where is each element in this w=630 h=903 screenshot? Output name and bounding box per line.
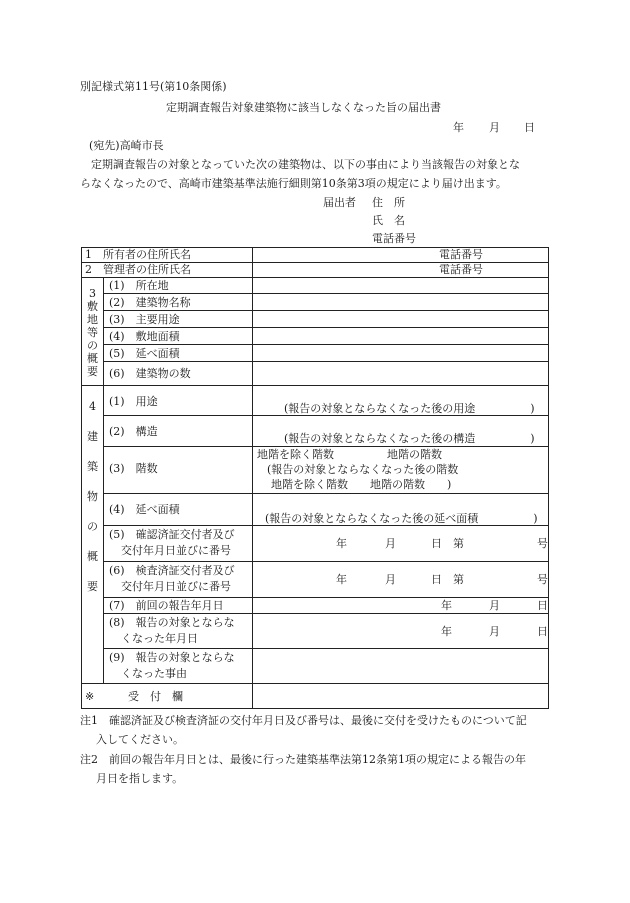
body-text-line1: 定期調査報告の対象となっていた次の建築物は、以下の事由により当該報告の対象とな: [91, 158, 520, 171]
confirmation-label-line2: 交付年月日並びに番号: [121, 544, 231, 557]
reception-label: 受 付 欄: [128, 690, 183, 703]
ineligible-reason-label-line2: くなった事由: [121, 667, 187, 680]
form-number: 別記様式第11号(第10条関係): [80, 80, 227, 93]
ineligible-reason-label-line1: (9) 報告の対象とならな: [109, 651, 235, 664]
building-count-label: (6) 建築物の数: [109, 367, 191, 380]
site-location-label: (1) 所在地: [109, 279, 169, 292]
floors-note: (報告の対象とならなくなった後の階数: [267, 463, 459, 476]
document-title: 定期調査報告対象建築物に該当しなくなった旨の届出書: [166, 101, 441, 114]
total-floor-area-label: (5) 延べ面積: [109, 347, 180, 360]
phone-label: 電話番号: [372, 232, 416, 245]
previous-report-month: 月: [489, 599, 500, 612]
confirmation-label-line1: (5) 確認済証交付者及び: [109, 528, 235, 541]
previous-report-label: (7) 前回の報告年月日: [109, 599, 224, 612]
inspection-month: 月: [385, 573, 396, 586]
ineligible-month: 月: [489, 625, 500, 638]
inspection-no-suffix: 号: [537, 573, 548, 586]
date-year-label: 年: [453, 121, 464, 134]
use-note: (報告の対象とならなくなった後の用途 ): [284, 402, 535, 415]
floors-label: (3) 階数: [109, 462, 158, 475]
addressee: (宛先)高崎市長: [89, 139, 164, 152]
note1-line2: 入してください。: [96, 733, 184, 746]
inspection-no-prefix: 第: [453, 573, 464, 586]
floor-area-label: (4) 延べ面積: [109, 503, 180, 516]
owner-phone-label: 電話番号: [439, 248, 483, 261]
confirmation-no-prefix: 第: [453, 537, 464, 550]
date-day-label: 日: [524, 121, 535, 134]
reception-mark: ※: [85, 690, 95, 703]
section4-title: 4 建 築 物 の 概 要: [87, 400, 98, 593]
structure-note: (報告の対象とならなくなった後の構造 ): [284, 432, 535, 445]
ineligible-day: 日: [537, 625, 548, 638]
ineligible-date-label-line2: くなった年月日: [121, 632, 198, 645]
notifier-label: 届出者: [323, 196, 356, 209]
inspection-label-line1: (6) 検査済証交付者及び: [109, 564, 235, 577]
main-use-label: (3) 主要用途: [109, 313, 180, 326]
notification-table: [81, 247, 549, 708]
owner-label: 1 所有者の住所氏名: [85, 248, 191, 261]
site-area-label: (4) 敷地面積: [109, 330, 180, 343]
note2-line2: 月日を指します。: [96, 772, 184, 785]
confirmation-no-suffix: 号: [537, 537, 548, 550]
use-label: (1) 用途: [109, 395, 158, 408]
manager-label: 2 管理者の住所氏名: [85, 263, 191, 276]
note1-line1: 注1 確認済証及び検査済証の交付年月日及び番号は、最後に交付を受けたものについて記: [80, 714, 527, 727]
date-month-label: 月: [489, 121, 500, 134]
inspection-label-line2: 交付年月日並びに番号: [121, 580, 231, 593]
ineligible-date-label-line1: (8) 報告の対象とならな: [109, 616, 235, 629]
confirmation-year: 年: [336, 537, 347, 550]
note2-line1: 注2 前回の報告年月日とは、最後に行った建築基準法第12条第1項の規定による報告の年: [80, 753, 526, 766]
previous-report-year: 年: [441, 599, 452, 612]
inspection-day: 日: [431, 573, 442, 586]
floor-area-note: (報告の対象とならなくなった後の延べ面積 ): [265, 512, 538, 525]
inspection-year: 年: [336, 573, 347, 586]
structure-label: (2) 構造: [109, 425, 158, 438]
previous-report-day: 日: [537, 599, 548, 612]
floors-above-label: 地階を除く階数: [257, 448, 334, 461]
address-label: 住 所: [372, 196, 405, 209]
building-name-label: (2) 建築物名称: [109, 296, 191, 309]
body-text-line2: らなくなったので、高崎市建築基準法施行細則第10条第3項の規定により届け出ます。: [80, 177, 507, 190]
confirmation-month: 月: [385, 537, 396, 550]
floors-note-detail: 地階を除く階数 地階の階数 ): [271, 478, 452, 491]
floors-below-label: 地階の階数: [387, 448, 442, 461]
name-label: 氏 名: [372, 214, 405, 227]
manager-phone-label: 電話番号: [439, 263, 483, 276]
ineligible-year: 年: [441, 625, 452, 638]
confirmation-day: 日: [431, 537, 442, 550]
section3-title: 3 敷 地 等 の 概 要: [87, 287, 98, 378]
